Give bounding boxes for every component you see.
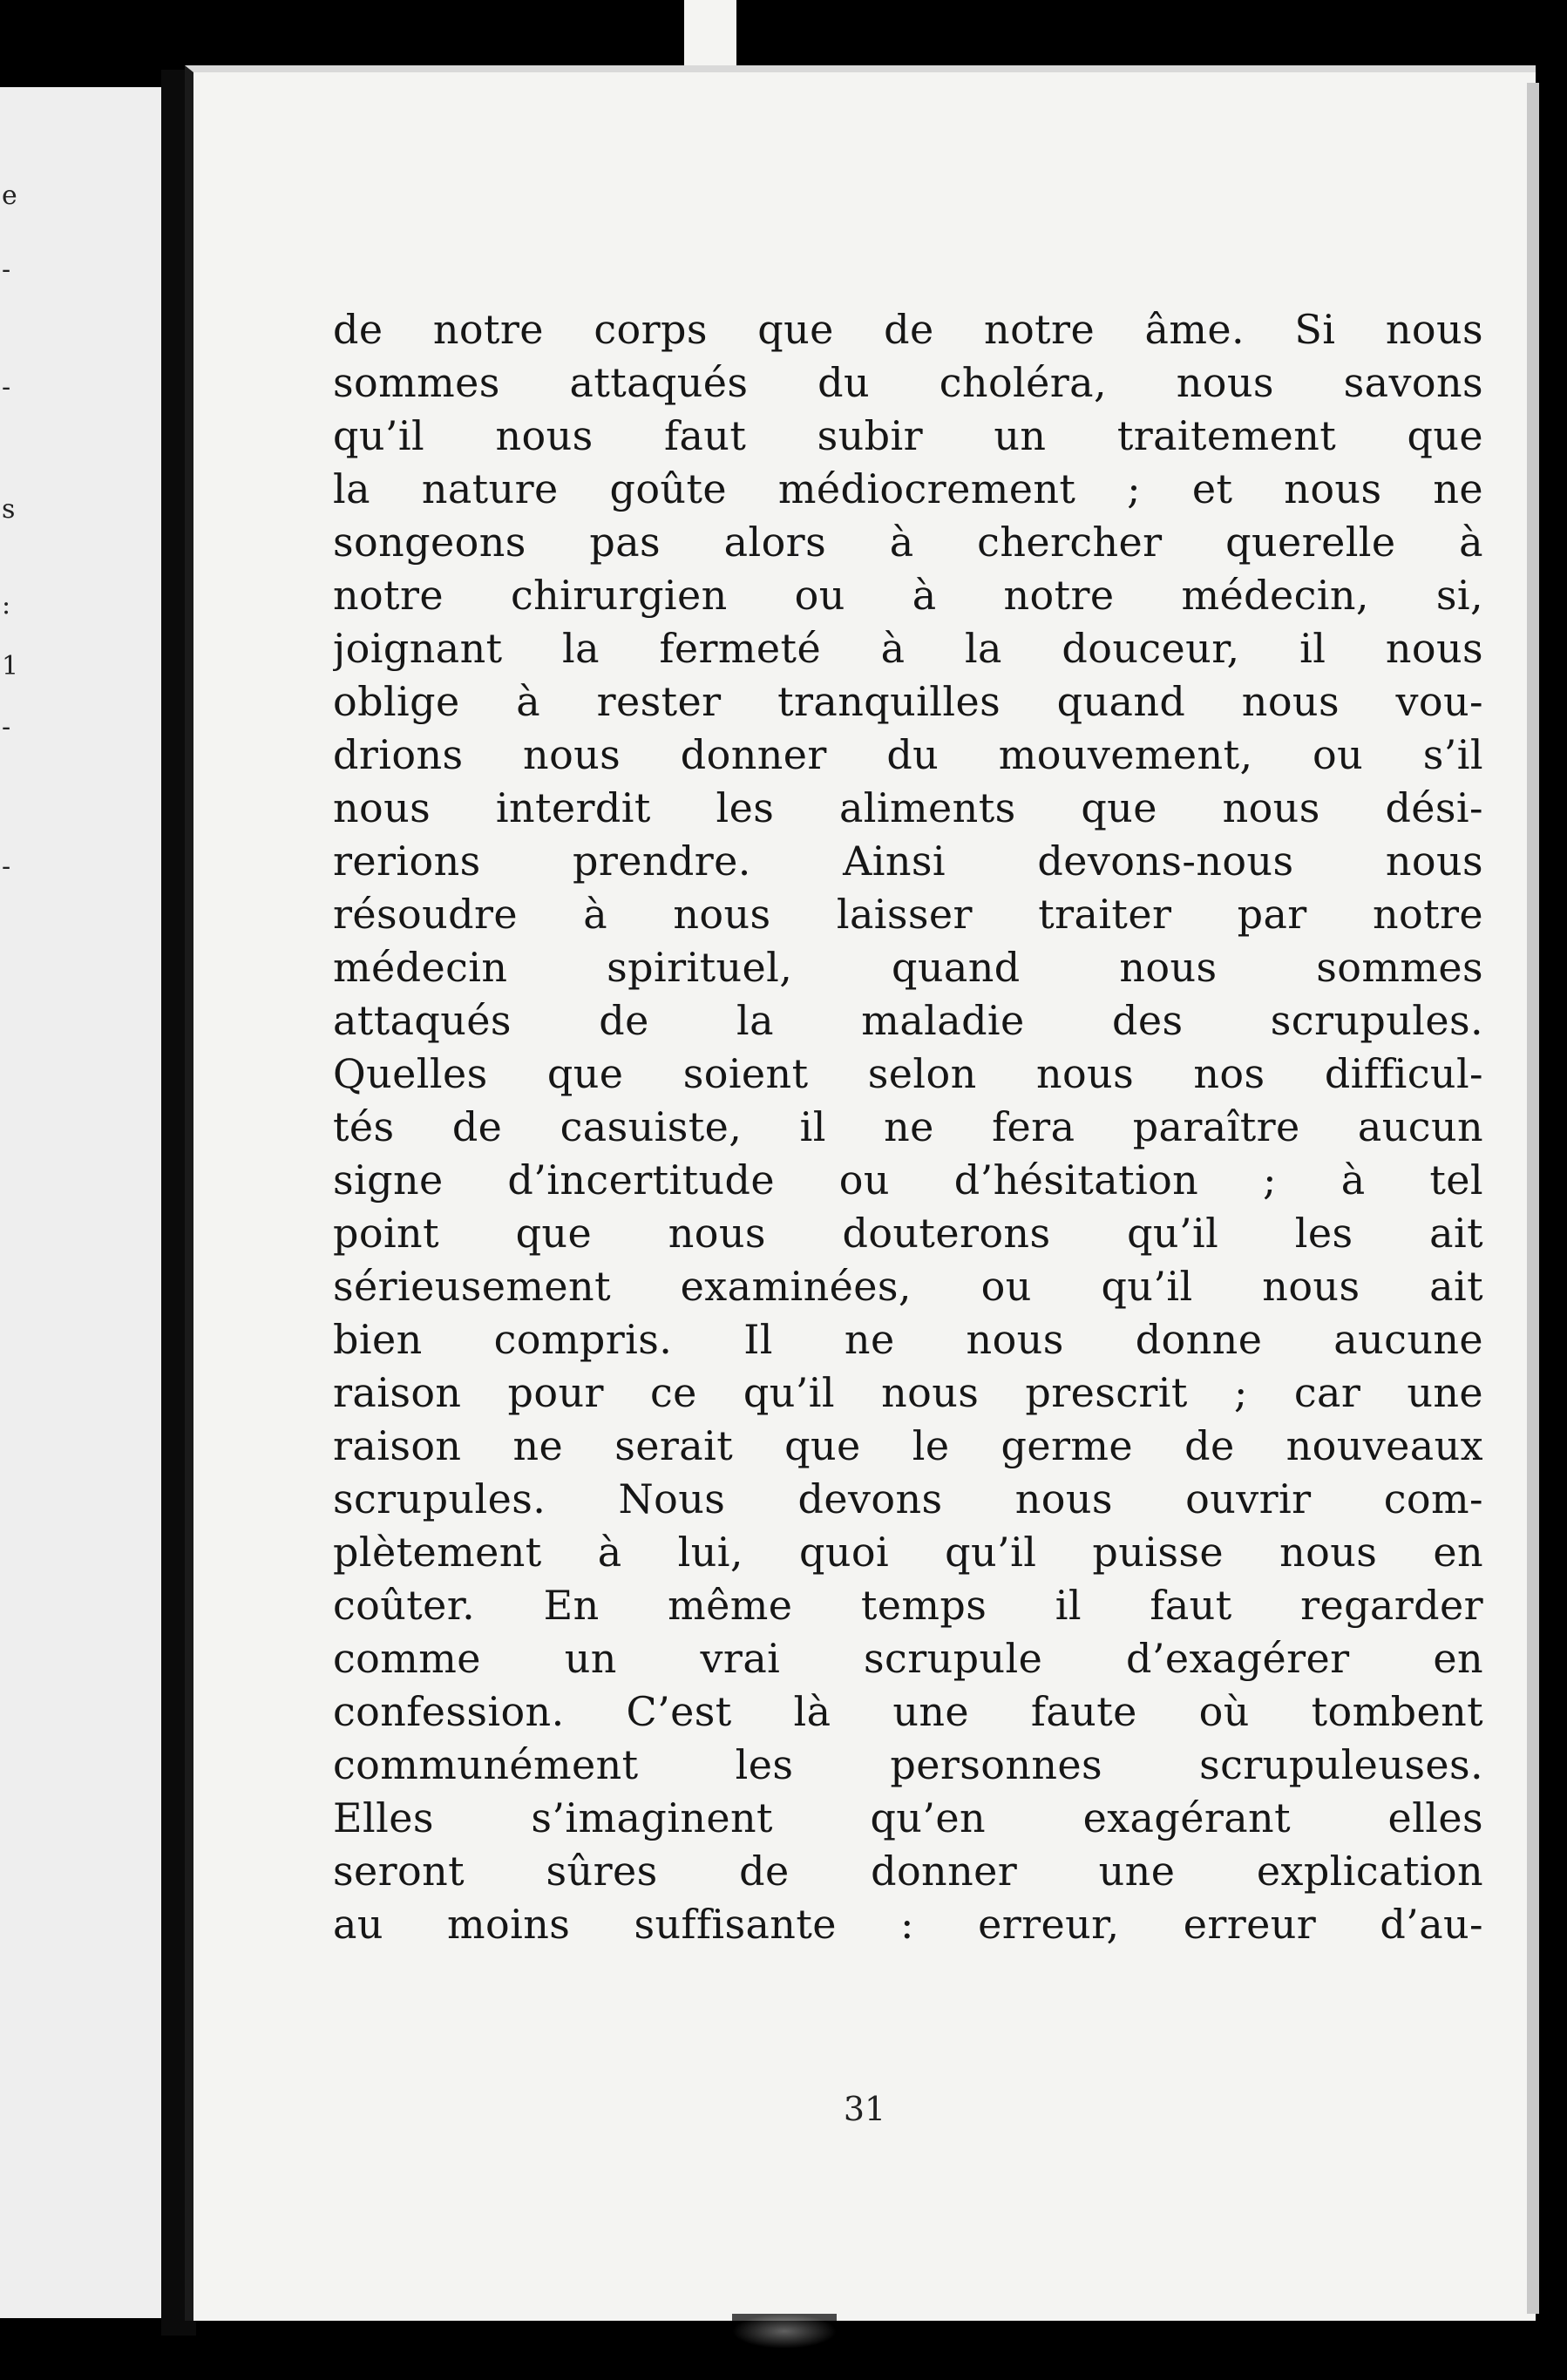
left-page-fragment: - xyxy=(2,254,11,285)
text-line: qu’il nous faut subir un traitement que xyxy=(333,412,1483,459)
text-line: signe d’incertitude ou d’hésitation ; à tel xyxy=(333,1156,1483,1204)
text-line: de notre corps que de notre âme. Si nous xyxy=(333,306,1483,353)
text-line: rerions prendre. Ainsi devons-nous nous xyxy=(333,837,1483,885)
left-page-fragment: s xyxy=(2,494,16,525)
text-line: nous interdit les aliments que nous dési- xyxy=(333,784,1483,831)
text-line: comme un vrai scrupule d’exagérer en xyxy=(333,1635,1483,1682)
text-line: scrupules. Nous devons nous ouvrir com- xyxy=(333,1475,1483,1522)
left-page-fragment: - xyxy=(2,712,11,742)
book-page xyxy=(185,65,1536,2321)
left-page-fragment: - xyxy=(2,372,11,403)
text-line: au moins suffisante : erreur, erreur d’au- xyxy=(333,1901,1483,1948)
text-line: seront sûres de donner une explication xyxy=(333,1848,1483,1895)
text-line: sérieusement examinées, ou qu’il nous ait xyxy=(333,1263,1483,1310)
text-line: raison pour ce qu’il nous prescrit ; car une xyxy=(333,1369,1483,1416)
text-line: sommes attaqués du choléra, nous savons xyxy=(333,359,1483,406)
text-line: médecin spirituel, quand nous sommes xyxy=(333,944,1483,991)
page-text xyxy=(333,303,1483,1951)
left-facing-page xyxy=(0,87,161,2318)
text-line: tés de casuiste, il ne fera paraître aucun xyxy=(333,1103,1483,1150)
text-line: raison ne serait que le germe de nouveaux xyxy=(333,1422,1483,1469)
text-line: bien compris. Il ne nous donne aucune xyxy=(333,1316,1483,1363)
text-line: point que nous douterons qu’il les ait xyxy=(333,1210,1483,1257)
text-line: plètement à lui, quoi qu’il puisse nous en xyxy=(333,1529,1483,1576)
text-line: oblige à rester tranquilles quand nous vou- xyxy=(333,678,1483,725)
text-line: songeons pas alors à chercher querelle à xyxy=(333,519,1483,566)
text-line: joignant la fermeté à la douceur, il nous xyxy=(333,625,1483,672)
text-line: Elles s’imaginent qu’en exagérant elles xyxy=(333,1794,1483,1841)
page-number: 31 xyxy=(843,2090,886,2128)
text-line: Quelles que soient selon nous nos difficul- xyxy=(333,1050,1483,1097)
scan-artifact xyxy=(732,2314,837,2349)
text-line: la nature goûte médiocrement ; et nous ne xyxy=(333,465,1483,512)
left-page-fragment: - xyxy=(2,851,11,882)
page-edge xyxy=(1527,83,1539,2314)
left-page-fragment: : xyxy=(2,590,11,620)
text-line: coûter. En même temps il faut regarder xyxy=(333,1582,1483,1629)
text-line: résoudre à nous laisser traiter par notre xyxy=(333,891,1483,938)
text-line: notre chirurgien ou à notre médecin, si, xyxy=(333,572,1483,619)
left-page-fragment: 1 xyxy=(2,651,19,681)
text-line: drions nous donner du mouvement, ou s’il xyxy=(333,731,1483,778)
page-top-tab xyxy=(684,0,736,65)
text-line: communément les personnes scrupuleuses. xyxy=(333,1741,1483,1788)
left-page-fragment: e xyxy=(2,180,17,211)
text-line: attaqués de la maladie des scrupules. xyxy=(333,997,1483,1044)
text-line: confession. C’est là une faute où tombent xyxy=(333,1688,1483,1735)
